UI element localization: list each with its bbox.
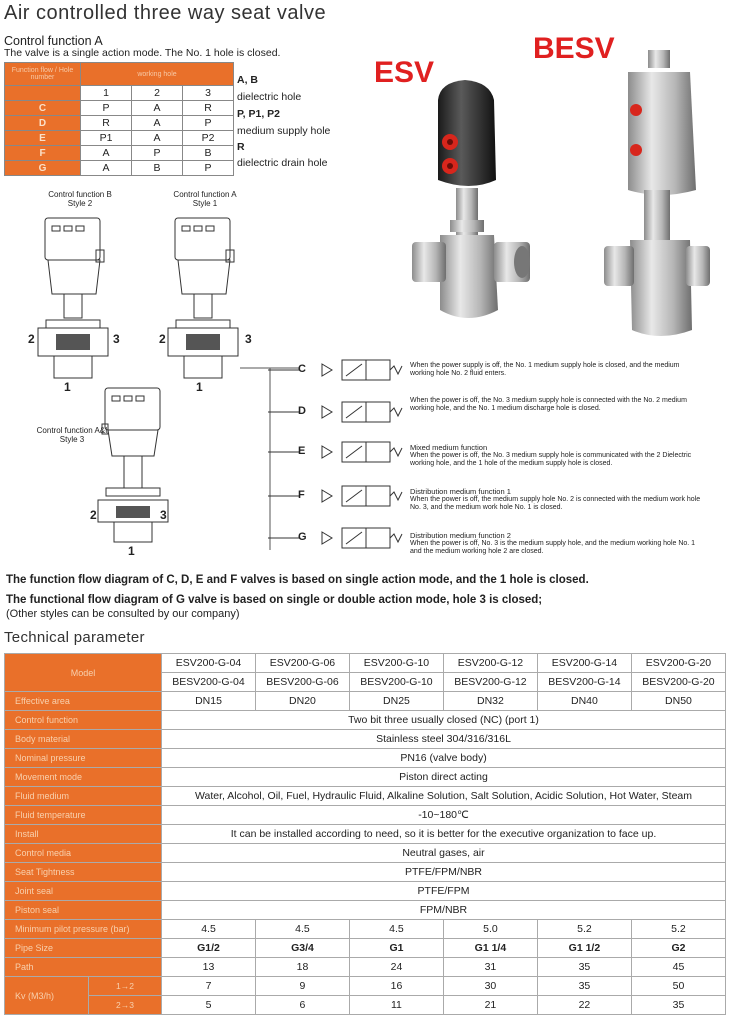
hole-cell: P2 <box>183 131 234 146</box>
spec-value: It can be installed according to need, so it is better for the executive organization to face up. <box>162 825 726 844</box>
legend-term: P, P1, P2 <box>237 108 281 120</box>
pipe-size-value: G1/2 <box>162 939 256 958</box>
pipe-size-value: G1 <box>349 939 443 958</box>
kv-direction: 2→3 <box>89 996 162 1015</box>
function-description: Distribution medium function 1 When the power is off, the medium supply hole No. 2 is connected with the medium work hole No. 3, and the medium work hole No. 1 is closed. <box>410 487 701 511</box>
hole-table <box>4 62 234 176</box>
min-pilot-pressure-value: 5.0 <box>443 920 537 939</box>
function-letter: D <box>298 405 306 417</box>
pipe-size-label: Pipe Size <box>5 939 162 958</box>
spec-label: Body material <box>5 730 162 749</box>
kv-value: 11 <box>349 996 443 1015</box>
effective-area-value: DN40 <box>537 692 631 711</box>
port-3-label: 3 <box>113 332 120 346</box>
spec-value: -10~180℃ <box>162 806 726 825</box>
kv-value: 9 <box>255 977 349 996</box>
model-besv: BESV200-G-04 <box>162 673 256 692</box>
pipe-size-value: G3/4 <box>255 939 349 958</box>
port-1-label: 1 <box>196 380 203 394</box>
spec-value: FPM/NBR <box>162 901 726 920</box>
besv-brand-label: BESV <box>533 32 615 65</box>
model-esv: ESV200-G-10 <box>349 654 443 673</box>
kv-value: 5 <box>162 996 256 1015</box>
style-2-title: Control function B Style 2 <box>48 190 112 208</box>
function-description: When the power is off, the No. 3 medium supply hole is connected with the No. 2 medium working hole, and the No. 1 medium discharge hole is closed. <box>410 397 687 412</box>
esv-valve-photo <box>410 70 535 340</box>
spec-value: Water, Alcohol, Oil, Fuel, Hydraulic Fluid, Alkaline Solution, Salt Solution, Acidic Solution, Hot Water, Steam <box>162 787 726 806</box>
hole-cell: P <box>183 161 234 176</box>
hole-number: 1 <box>81 86 132 101</box>
spec-label: Seat Tightness <box>5 863 162 882</box>
pipe-size-value: G1 1/4 <box>443 939 537 958</box>
effective-area-value: DN20 <box>255 692 349 711</box>
hole-table-blank <box>5 86 81 101</box>
hole-cell: A <box>132 116 183 131</box>
function-letter: F <box>298 489 305 501</box>
legend-desc: medium supply hole <box>237 125 331 137</box>
kv-value: 21 <box>443 996 537 1015</box>
legend-term: R <box>237 141 245 153</box>
path-value: 31 <box>443 958 537 977</box>
hole-table-header-right: working hole <box>81 63 234 86</box>
esv-brand-label: ESV <box>374 56 435 89</box>
function-symbols <box>240 350 410 560</box>
kv-label: Kv (M3/h) <box>5 977 89 1015</box>
function-letter: C <box>298 363 306 375</box>
effective-area-value: DN50 <box>631 692 725 711</box>
hole-cell: A <box>81 146 132 161</box>
spec-label: Nominal pressure <box>5 749 162 768</box>
besv-valve-photo <box>600 50 710 340</box>
path-value: 35 <box>537 958 631 977</box>
spec-label: Piston seal <box>5 901 162 920</box>
path-value: 18 <box>255 958 349 977</box>
model-besv: BESV200-G-20 <box>631 673 725 692</box>
page-title: Air controlled three way seat valve <box>4 2 327 24</box>
kv-value: 35 <box>537 977 631 996</box>
min-pilot-pressure-value: 5.2 <box>537 920 631 939</box>
min-pilot-pressure-value: 4.5 <box>162 920 256 939</box>
function-letter: E <box>298 445 306 457</box>
min-pilot-pressure-label: Minimum pilot pressure (bar) <box>5 920 162 939</box>
hole-cell: P <box>132 146 183 161</box>
function-description: When the power supply is off, the No. 1 medium supply hole is closed, and the medium working hole No. 2 fluid enters. <box>410 362 680 377</box>
kv-value: 6 <box>255 996 349 1015</box>
spec-value: Neutral gases, air <box>162 844 726 863</box>
model-esv: ESV200-G-14 <box>537 654 631 673</box>
hole-number: 3 <box>183 86 234 101</box>
kv-direction: 1→2 <box>89 977 162 996</box>
technical-parameter-table <box>4 653 726 1015</box>
model-besv: BESV200-G-12 <box>443 673 537 692</box>
function-letter: G <box>298 531 307 543</box>
technical-parameter-heading: Technical parameter <box>4 629 145 646</box>
pipe-size-value: G1 1/2 <box>537 939 631 958</box>
model-esv: ESV200-G-12 <box>443 654 537 673</box>
spec-value: PN16 (valve body) <box>162 749 726 768</box>
legend-desc: dielectric drain hole <box>237 157 328 169</box>
note-line-2: The functional flow diagram of G valve is based on single or double action mode, hole 3 is closed; <box>6 594 543 606</box>
path-value: 24 <box>349 958 443 977</box>
kv-value: 50 <box>631 977 725 996</box>
spec-label: Joint seal <box>5 882 162 901</box>
model-esv: ESV200-G-06 <box>255 654 349 673</box>
hole-cell: A <box>81 161 132 176</box>
spec-label: Install <box>5 825 162 844</box>
spec-value: PTFE/FPM/NBR <box>162 863 726 882</box>
hole-cell: B <box>183 146 234 161</box>
hole-row-key: G <box>5 161 81 176</box>
port-1-label: 1 <box>64 380 71 394</box>
hole-number: 2 <box>132 86 183 101</box>
port-2-label: 2 <box>159 332 166 346</box>
hole-cell: B <box>132 161 183 176</box>
pipe-size-value: G2 <box>631 939 725 958</box>
hole-table-header-left: Function flow / Hole number <box>5 63 81 86</box>
path-value: 13 <box>162 958 256 977</box>
spec-value: PTFE/FPM <box>162 882 726 901</box>
model-besv: BESV200-G-06 <box>255 673 349 692</box>
note-line-3: (Other styles can be consulted by our company) <box>6 608 240 620</box>
model-esv: ESV200-G-20 <box>631 654 725 673</box>
hole-cell: P <box>183 116 234 131</box>
effective-area-value: DN32 <box>443 692 537 711</box>
path-label: Path <box>5 958 162 977</box>
spec-value: Stainless steel 304/316/316L <box>162 730 726 749</box>
hole-cell: P <box>81 101 132 116</box>
spec-label: Fluid medium <box>5 787 162 806</box>
kv-value: 16 <box>349 977 443 996</box>
hole-cell: A <box>132 131 183 146</box>
spec-label: Movement mode <box>5 768 162 787</box>
kv-value: 35 <box>631 996 725 1015</box>
port-1-label: 1 <box>128 544 135 558</box>
spec-label: Fluid temperature <box>5 806 162 825</box>
hole-row-key: E <box>5 131 81 146</box>
port-3-label: 3 <box>160 508 167 522</box>
effective-area-label: Effective area <box>5 692 162 711</box>
spec-label: Control function <box>5 711 162 730</box>
style-1-title: Control function A Style 1 <box>173 190 237 208</box>
port-2-label: 2 <box>28 332 35 346</box>
hole-row-key: D <box>5 116 81 131</box>
min-pilot-pressure-value: 5.2 <box>631 920 725 939</box>
legend-desc: dielectric hole <box>237 91 302 103</box>
spec-value: Piston direct acting <box>162 768 726 787</box>
effective-area-value: DN25 <box>349 692 443 711</box>
port-2-label: 2 <box>90 508 97 522</box>
function-description: Distribution medium function 2 When the power is off, No. 3 is the medium supply hole, and the medium working hole No. 1 and the medium working hole 2 are closed. <box>410 531 696 555</box>
model-besv: BESV200-G-14 <box>537 673 631 692</box>
hole-cell: A <box>132 101 183 116</box>
hole-row-key: C <box>5 101 81 116</box>
hole-cell: R <box>81 116 132 131</box>
kv-value: 22 <box>537 996 631 1015</box>
port-3-label: 3 <box>245 332 252 346</box>
function-description: Mixed medium function When the power is off, the No. 3 medium supply hole is communicated with the 2 Dielectric working hole, and the 1 hole of the medium supply hole is closed. <box>410 443 692 467</box>
control-function-a-heading: Control function A <box>4 34 103 48</box>
min-pilot-pressure-value: 4.5 <box>255 920 349 939</box>
model-label: Model <box>5 654 162 692</box>
kv-value: 7 <box>162 977 256 996</box>
model-esv: ESV200-G-04 <box>162 654 256 673</box>
spec-value: Two bit three usually closed (NC) (port 1) <box>162 711 726 730</box>
control-function-a-note: The valve is a single action mode. The No. 1 hole is closed. <box>4 47 281 59</box>
effective-area-value: DN15 <box>162 692 256 711</box>
note-line-1: The function flow diagram of C, D, E and F valves is based on single action mode, and the 1 hole is closed. <box>6 574 589 586</box>
style-3-title: Control function A&I Style 3 <box>36 426 108 444</box>
hole-row-key: F <box>5 146 81 161</box>
path-value: 45 <box>631 958 725 977</box>
min-pilot-pressure-value: 4.5 <box>349 920 443 939</box>
legend-term: A, B <box>237 74 258 86</box>
spec-label: Control media <box>5 844 162 863</box>
model-besv: BESV200-G-10 <box>349 673 443 692</box>
kv-value: 30 <box>443 977 537 996</box>
hole-cell: P1 <box>81 131 132 146</box>
hole-cell: R <box>183 101 234 116</box>
